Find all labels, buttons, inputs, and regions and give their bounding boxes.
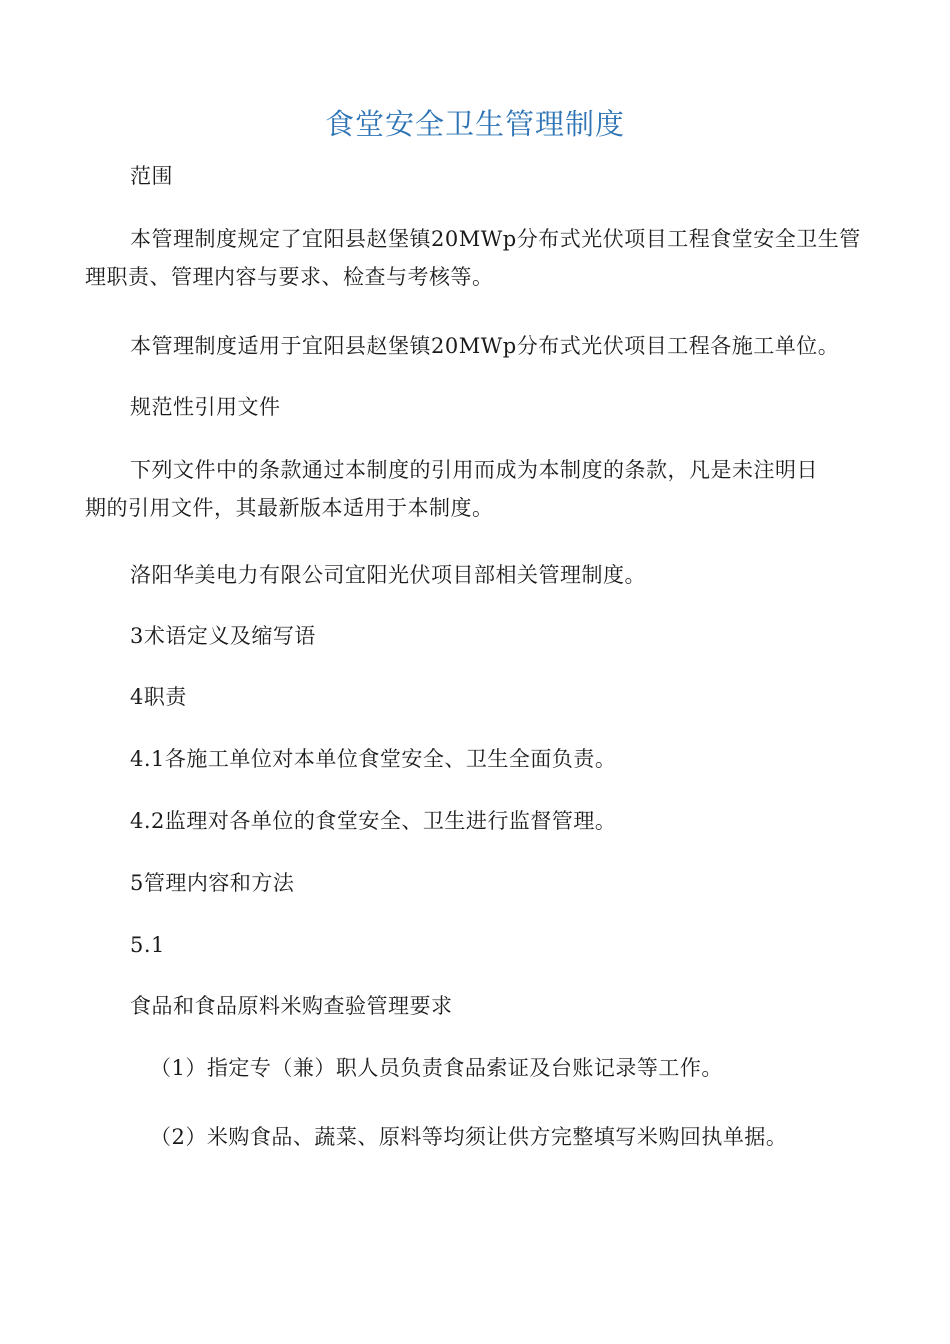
text-line: 规范性引用文件	[130, 395, 281, 419]
document-title: 食堂安全卫生管理制度	[324, 107, 625, 141]
scope-paragraph-2	[85, 327, 875, 365]
text-line: 5管理内容和方法	[130, 871, 295, 895]
section-3-heading	[85, 617, 875, 655]
scope-paragraph-1	[85, 220, 875, 296]
text-line: （2）米购食品、蔬菜、原料等均须让供方完整填写米购回执单据。	[150, 1125, 788, 1149]
section-5-heading	[85, 864, 875, 902]
text-line: 4.1各施工单位对本单位食堂安全、卫生全面负责。	[130, 747, 617, 771]
section-5-1-title	[85, 987, 875, 1025]
list-item	[85, 1049, 875, 1087]
text-line: 本管理制度规定了宜阳县赵堡镇20MWp分布式光伏项目工程食堂安全卫生管	[130, 227, 861, 251]
text-line: 5.1	[130, 933, 165, 957]
scope-heading	[85, 157, 875, 195]
section-4-2	[85, 802, 875, 840]
references-paragraph	[85, 451, 875, 527]
list-item	[85, 1118, 875, 1156]
references-heading	[85, 388, 875, 426]
text-line: 食品和食品原料米购查验管理要求	[130, 994, 453, 1018]
section-4-heading	[85, 678, 875, 716]
text-line: 洛阳华美电力有限公司宜阳光伏项目部相关管理制度。	[130, 563, 646, 587]
text-line: 4职责	[130, 685, 187, 709]
text-line: 本管理制度适用于宜阳县赵堡镇20MWp分布式光伏项目工程各施工单位。	[130, 334, 840, 358]
text-line: 期的引用文件，其最新版本适用于本制度。	[85, 496, 494, 520]
text-line: 范围	[130, 164, 173, 188]
text-line: （1）指定专（兼）职人员负责食品索证及台账记录等工作。	[150, 1056, 723, 1080]
text-line: 3术语定义及缩写语	[130, 624, 316, 648]
references-item	[85, 556, 875, 594]
section-4-1	[85, 740, 875, 778]
text-line: 下列文件中的条款通过本制度的引用而成为本制度的条款，凡是未注明日	[130, 458, 818, 482]
section-5-1-number	[85, 926, 875, 964]
text-line: 4.2监理对各单位的食堂安全、卫生进行监督管理。	[130, 809, 617, 833]
text-line: 理职责、管理内容与要求、检查与考核等。	[85, 265, 494, 289]
